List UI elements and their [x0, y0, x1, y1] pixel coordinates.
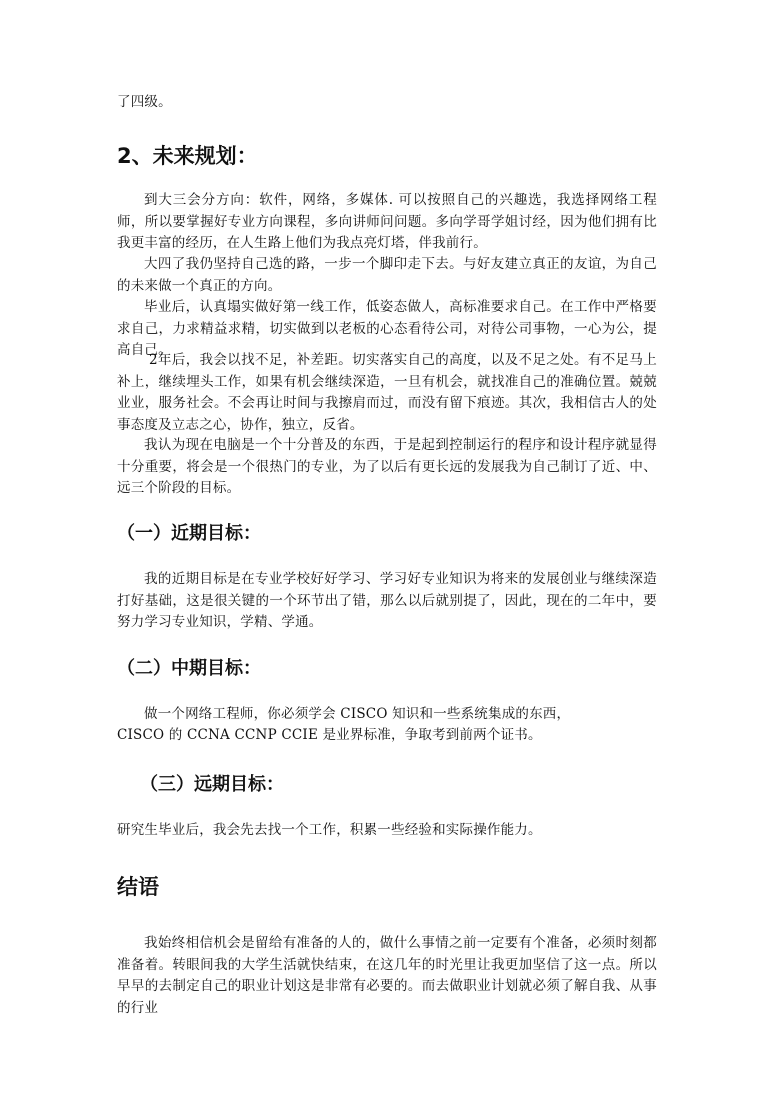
section2-paragraph-5: 我认为现在电脑是一个十分普及的东西，于是起到控制运行的程序和设计程序就显得十分重要，将会是一个很热门的专业，为了以后有更长远的发展我为自己制订了近、中、远三个阶段的目标。 — [117, 437, 657, 496]
conclusion-text: 我始终相信机会是留给有准备的人的，做什么事情之前一定要有个准备，必须时刻都准备着。转眼间我的大学生活就快结束，在这几年的时光里让我更加坚信了这一点。所以早早的去制定自己的职业计划这是非常有必要的。而去做职业计划就必须了解自我、从事的行业 — [117, 935, 657, 1016]
mid-term-line-2: CISCO 的 CCNA CCNP CCIE 是业界标准，争取考到前两个证书。 — [117, 727, 542, 743]
long-term-heading: （三）远期目标： — [140, 774, 284, 795]
section2-paragraph-4: 2年后，我会以找不足，补差距。切实落实自己的高度，以及不足之处。有不足马上补上，继续埋头工作，如果有机会继续深造，一旦有机会，就找准自己的准确位置。兢兢业业，服务社会。不会再让时间与我擦肩而过，而没有留下痕迹。其次，我相信古人的处事态度及立志之心，协作，独立，反省。 — [117, 352, 657, 433]
mid-term-heading: （二）中期目标： — [117, 658, 261, 679]
near-term-text: 我的近期目标是在专业学校好好学习、学习好专业知识为将来的发展创业与继续深造打好基础，这是很关键的一个环节出了错，那么以后就别提了，因此，现在的二年中，要努力学习专业知识，学精、学通。 — [117, 571, 657, 630]
top-fragment: 了四级。 — [117, 94, 172, 110]
long-term-text: 研究生毕业后，我会先去找一个工作，积累一些经验和实际操作能力。 — [117, 822, 542, 838]
mid-term-line-1: 做一个网络工程师，你必须学会 CISCO 知识和一些系统集成的东西， — [144, 706, 571, 722]
section2-paragraph-2: 大四了我仍坚持自己选的路，一步一个脚印走下去。与好友建立真正的友谊，为自己的未来做一个真正的方向。 — [117, 256, 657, 294]
near-term-heading: （一）近期目标： — [117, 523, 261, 544]
section2-heading: 2、未来规划： — [117, 144, 258, 168]
section2-paragraph-1: 到大三会分方向：软件，网络，多媒体. 可以按照自己的兴趣选，我选择网络工程师，所以要掌握好专业方向课程，多向讲师问问题。多向学哥学姐讨经，因为他们拥有比我更丰富的经历，在人生路上他们为我点亮灯塔，伴我前行。 — [117, 192, 657, 251]
section2-paragraph-3: 毕业后，认真塌实做好第一线工作，低姿态做人，高标准要求自己。在工作中严格要求自己，力求精益求精，切实做到以老板的心态看待公司，对待公司事物，一心为公，提高自己。 — [117, 299, 657, 358]
conclusion-heading: 结语 — [117, 875, 159, 899]
